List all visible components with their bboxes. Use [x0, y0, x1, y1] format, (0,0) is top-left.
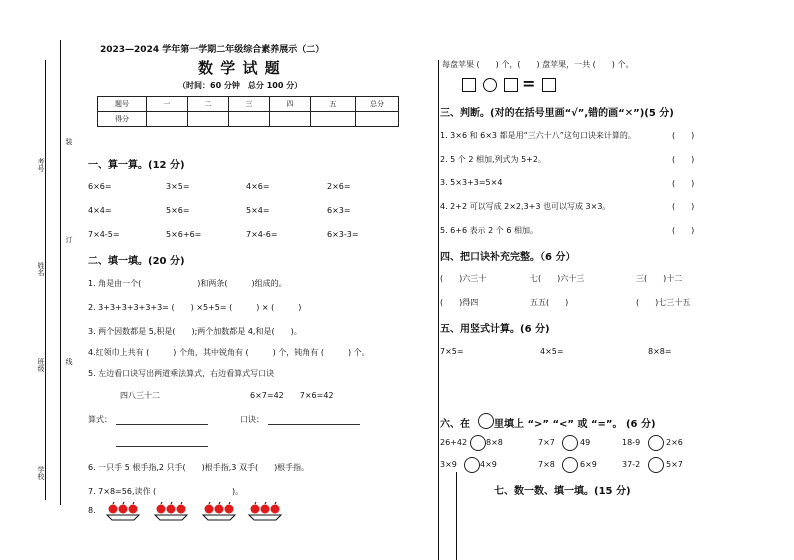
calc-item: 5×6+6= [166, 230, 202, 239]
score-cell[interactable] [188, 112, 229, 127]
calc-item: 6×3-3= [327, 230, 359, 239]
exam-meta: （时间：60 分钟 总分 100 分） [178, 81, 303, 90]
calc-item: 6×6= [88, 182, 112, 191]
q5-koujue-given: 四八三十二 [120, 391, 160, 400]
calc-item: 3×5= [166, 182, 190, 191]
judge-item: 4. 2+2 可以写成 2×2,3+3 也可以写成 3×3。 [440, 202, 611, 211]
label-xian: 线 [65, 358, 73, 365]
section-5-title: 五、用竖式计算。(6 分) [440, 324, 550, 335]
vertical-calc-item: 8×8= [648, 347, 672, 356]
section-4-title: 四、把口诀补充完整。（6 分） [440, 252, 576, 263]
compare-right: 6×9 [580, 460, 597, 469]
score-cell[interactable] [147, 112, 188, 127]
label-ding: 订 [65, 236, 73, 243]
score-cell[interactable] [311, 112, 356, 127]
answer-line[interactable] [268, 424, 360, 425]
equals-icon: = [522, 74, 536, 93]
calc-item: 2×6= [327, 182, 351, 191]
compare-left: 37-2 [622, 460, 641, 469]
label-xingming: 姓名 [37, 262, 45, 276]
label-xuexiao: 学校 [37, 466, 45, 480]
score-header-cell: 一 [147, 97, 188, 112]
score-header-cell: 五 [311, 97, 356, 112]
column-divider [438, 60, 439, 560]
compare-circle[interactable] [648, 457, 664, 473]
judge-bracket[interactable]: ( ) [672, 202, 695, 211]
answer-line[interactable] [116, 424, 208, 425]
section-6-title-a: 六、在 [440, 419, 470, 430]
compare-left: 3×9 [440, 460, 457, 469]
score-cell[interactable] [356, 112, 399, 127]
score-header-cell: 四 [270, 97, 311, 112]
koujue-item: ( )七三十五 [636, 298, 691, 307]
blank-square-icon[interactable] [504, 78, 518, 92]
question-6: 6. 一只手 5 根手指,2 只手( )根手指,3 双手( )根手指。 [88, 463, 310, 472]
question-7-end: )。 [232, 487, 244, 496]
binding-line-inner [45, 60, 46, 500]
score-header-cell: 三 [229, 97, 270, 112]
judge-item: 5. 6+6 表示 2 个 6 相加。 [440, 226, 538, 235]
apple-plate [154, 500, 188, 522]
calc-item: 7×4-5= [88, 230, 120, 239]
question-8: 8. [88, 506, 96, 515]
compare-circle[interactable] [464, 457, 480, 473]
calc-item: 5×4= [246, 206, 270, 215]
apple-icon [205, 505, 234, 514]
compare-left: 26+42 [440, 438, 468, 447]
question-4: 4.红领巾上共有 ( ) 个角，其中锐角有 ( ) 个，钝角有 ( ) 个。 [88, 348, 370, 357]
vertical-calc-item: 4×5= [540, 347, 564, 356]
question-5: 5. 左边看口诀写出两道乘法算式，右边看算式写口诀 [88, 369, 275, 378]
compare-left: 18-9 [622, 438, 641, 447]
calc-item: 6×3= [327, 206, 351, 215]
score-row-label: 得分 [98, 112, 147, 127]
koujue-item: 三( )十二 [636, 274, 683, 283]
apple-plate [106, 500, 140, 522]
judge-item: 3. 5×3+3=5×4 [440, 178, 503, 187]
apple-icon [157, 505, 186, 514]
judge-item: 2. 5 个 2 相加,列式为 5+2。 [440, 155, 546, 164]
koujue-item: 五五( ) [530, 298, 569, 307]
calc-item: 4×6= [246, 182, 270, 191]
apple-icon [251, 505, 280, 514]
score-header-cell: 二 [188, 97, 229, 112]
compare-right: 49 [580, 438, 591, 447]
circle-blank-icon [478, 413, 494, 429]
section-1-title: 一、算一算。(12 分) [88, 160, 185, 171]
compare-left: 7×7 [538, 438, 555, 447]
judge-item: 1. 3×6 和 6×3 都是用“三六十八”这句口诀来计算的。 [440, 131, 636, 140]
koujue-item: 七( )六十三 [530, 274, 585, 283]
question-3: 3. 两个因数都是 5,积是( );两个加数都是 4,和是( )。 [88, 327, 302, 336]
compare-right: 5×7 [666, 460, 683, 469]
blank-square-icon[interactable] [542, 78, 556, 92]
judge-bracket[interactable]: ( ) [672, 155, 695, 164]
judge-bracket[interactable]: ( ) [672, 226, 695, 235]
apple-plate [248, 500, 282, 522]
score-table [97, 96, 399, 127]
question-1: 1. 角是由一个( )和两条( )组成的。 [88, 279, 287, 288]
q8-apple-line: 每盘苹果 ( ) 个，( ) 盘苹果，一共 ( ) 个。 [442, 60, 634, 69]
section-2-title: 二、填一填。(20 分) [88, 256, 185, 267]
score-header-cell: 总分 [356, 97, 399, 112]
compare-circle[interactable] [562, 457, 578, 473]
section-3-title: 三、判断。(对的在括号里画“√”,错的画“✕”)(5 分) [440, 108, 674, 119]
compare-left: 7×8 [538, 460, 555, 469]
compare-circle[interactable] [562, 435, 578, 451]
section-6-title-b: 里填上 “>” “<” 或 “=”。 (6 分) [494, 419, 656, 430]
calc-item: 4×4= [88, 206, 112, 215]
section-7-title: 七、数一数、填一填。(15 分) [494, 486, 631, 497]
blank-circle-icon[interactable] [483, 78, 497, 92]
binding-line-outer [60, 40, 61, 505]
score-cell[interactable] [270, 112, 311, 127]
score-header-cell: 题号 [98, 97, 147, 112]
q5-suanshi-given: 6×7=42 7×6=42 [250, 391, 334, 400]
answer-line[interactable] [116, 446, 208, 447]
calc-item: 7×4-6= [246, 230, 278, 239]
question-2: 2. 3+3+3+3+3+3= ( ) ×5+5= ( ) × ( ) [88, 303, 302, 312]
compare-circle[interactable] [470, 435, 486, 451]
q5-suanshi-label: 算式： [88, 415, 112, 424]
judge-bracket[interactable]: ( ) [672, 131, 695, 140]
label-zhuang: 装 [65, 138, 73, 145]
label-banji: 班级 [37, 358, 45, 372]
apple-icon [109, 505, 138, 514]
score-cell[interactable] [229, 112, 270, 127]
q5-koujue-label: 口诀： [240, 415, 264, 424]
label-kaohao: 考号 [37, 158, 45, 172]
koujue-item: ( )六三十 [440, 274, 487, 283]
koujue-item: ( )得四 [440, 298, 479, 307]
compare-right: 8×8 [486, 438, 503, 447]
vertical-calc-item: 7×5= [440, 347, 464, 356]
blank-square-icon[interactable] [462, 78, 476, 92]
compare-right: 2×6 [666, 438, 683, 447]
judge-bracket[interactable]: ( ) [672, 179, 695, 188]
calc-item: 5×6= [166, 206, 190, 215]
subject-title: 数 学 试 题 [198, 59, 281, 77]
question-7: 7. 7×8=56,读作 ( [88, 487, 157, 496]
exam-title: 2023—2024 学年第一学期二年级综合素养展示（二） [100, 45, 325, 55]
compare-circle[interactable] [648, 435, 664, 451]
compare-right: 4×9 [480, 460, 497, 469]
apple-plate [202, 500, 236, 522]
column-divider-lower [456, 472, 457, 560]
